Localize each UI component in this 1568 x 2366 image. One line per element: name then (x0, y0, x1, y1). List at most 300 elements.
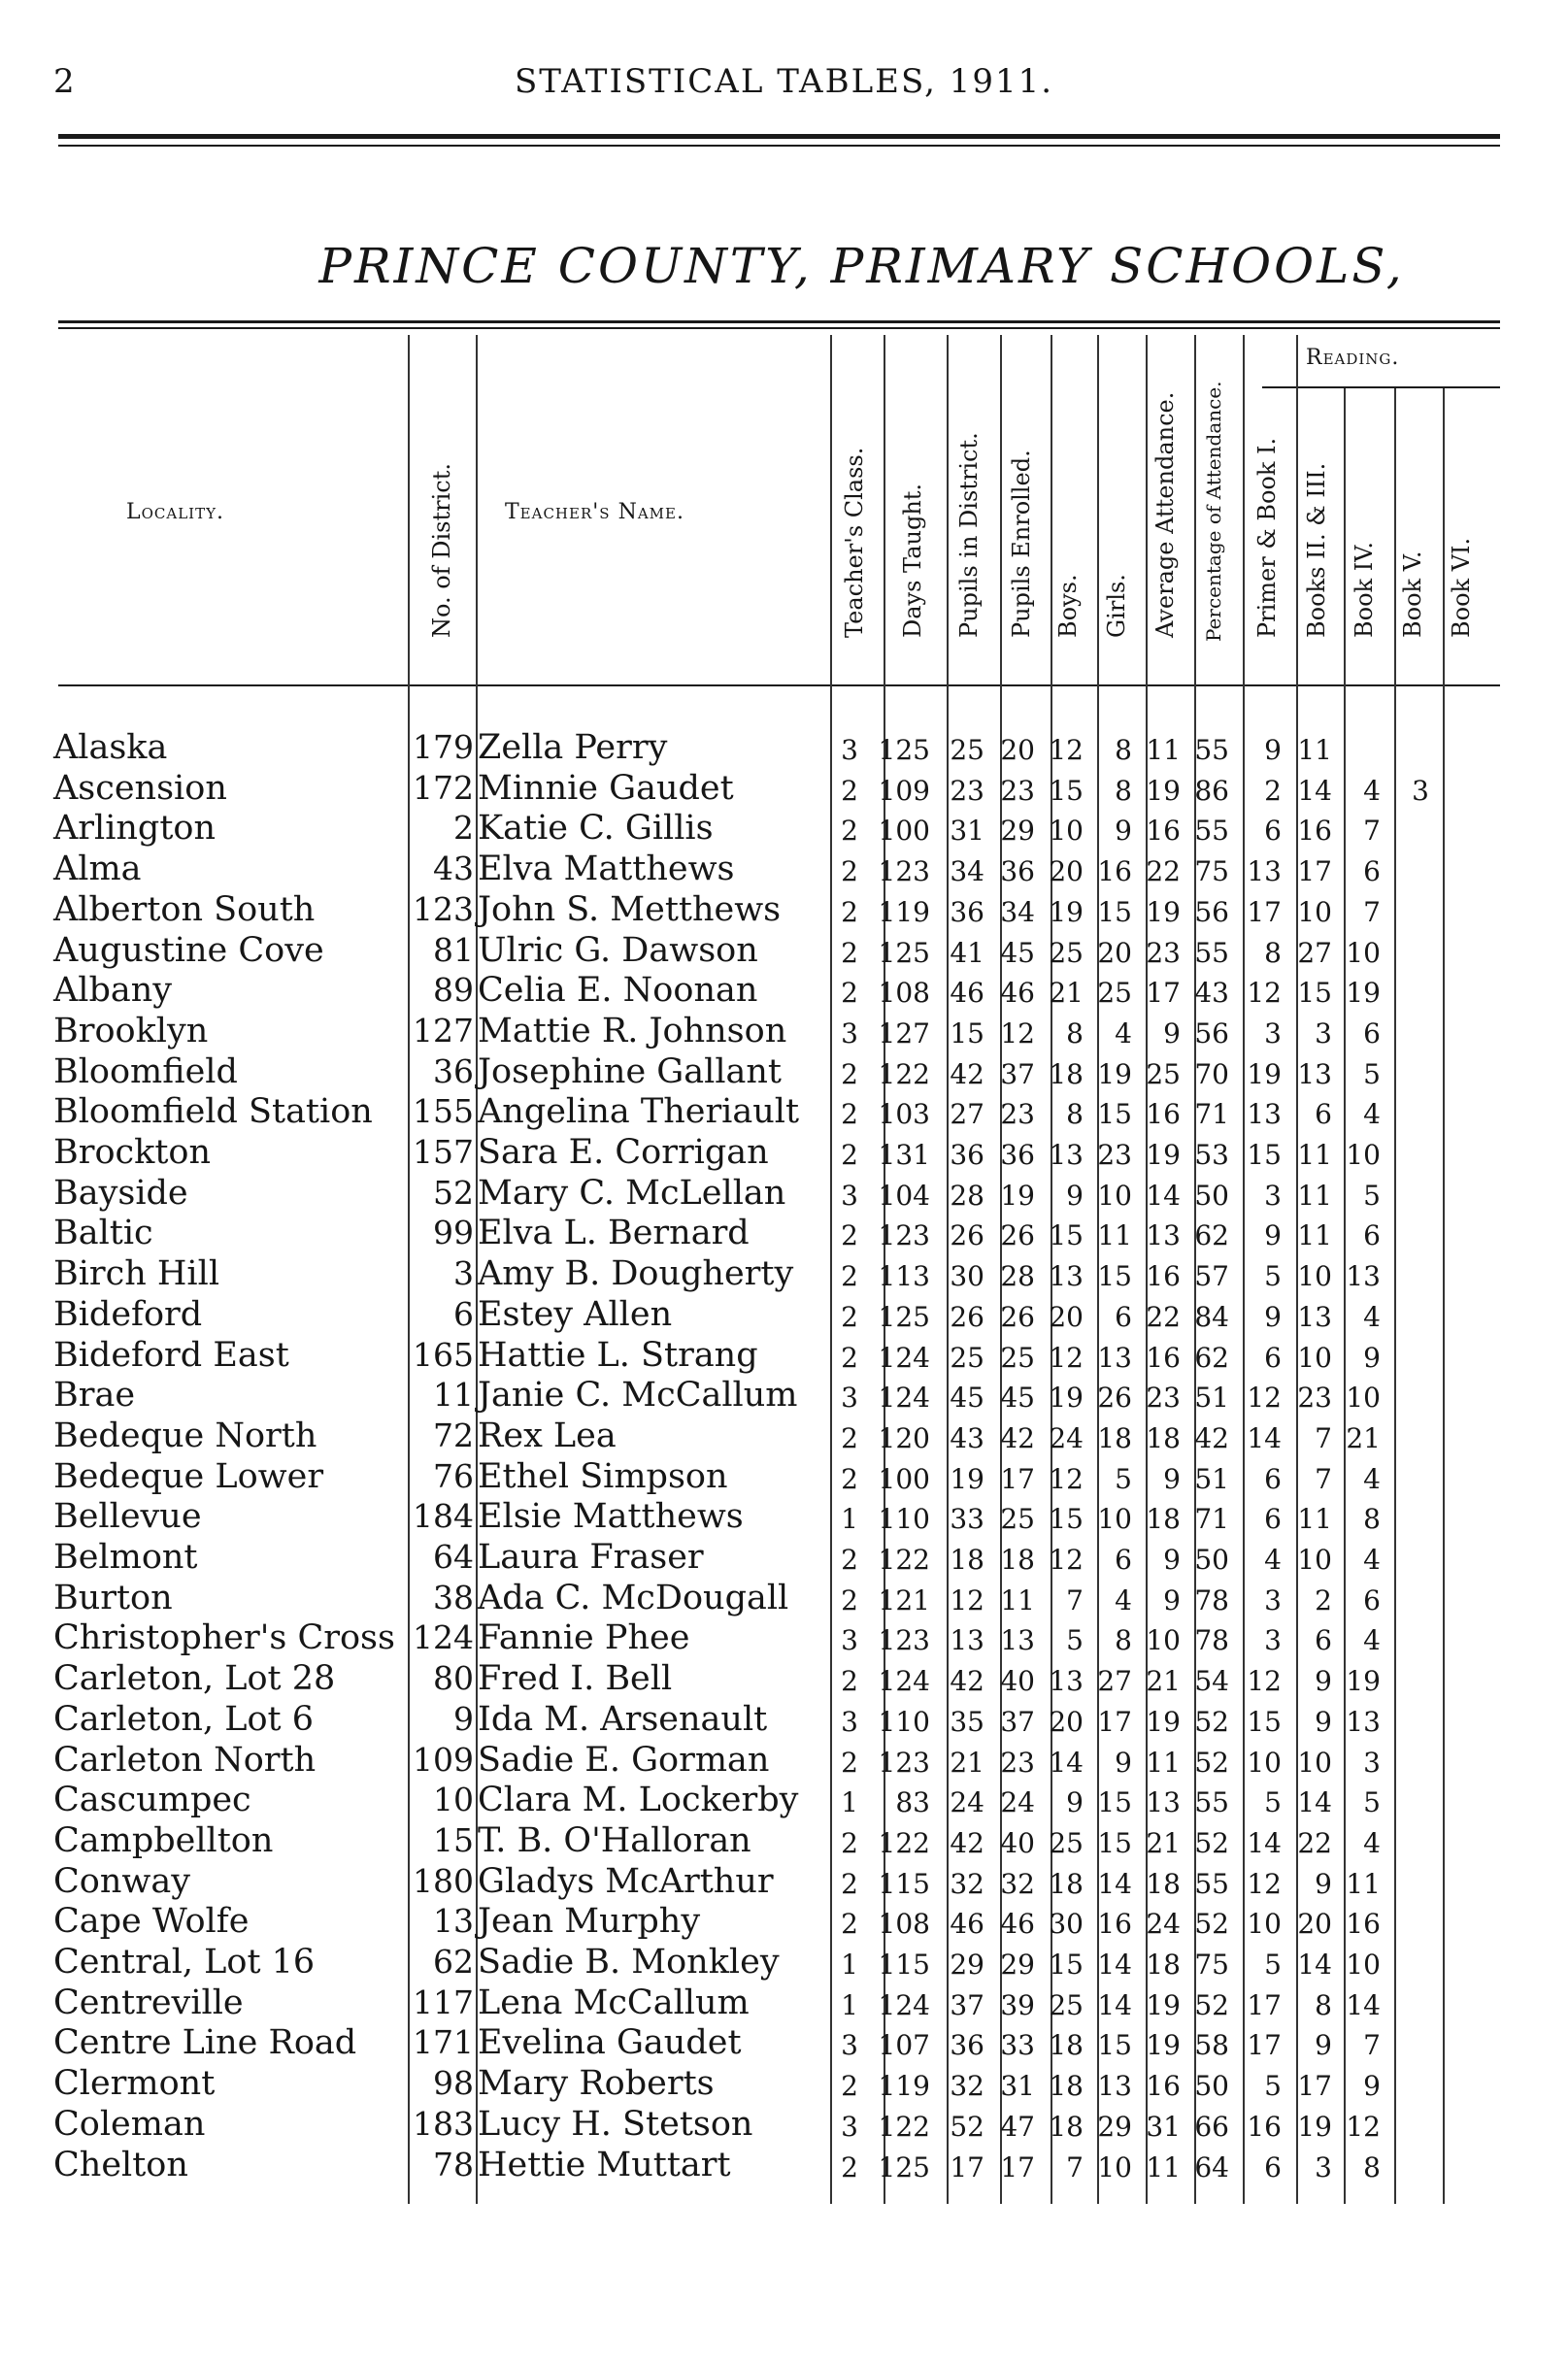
value-cell: 17 (1000, 1462, 1035, 1495)
value-cell: 11 (1097, 1219, 1132, 1252)
locality-cell: Coleman (53, 2104, 206, 2144)
value-cell: 50 (1194, 1544, 1229, 1576)
value-cell: 15 (1049, 774, 1084, 807)
value-cell: 46 (950, 977, 984, 1010)
value-cell: 78 (1194, 1583, 1229, 1616)
value-cell: 11 (1000, 1583, 1035, 1616)
value-cell: 52 (1194, 1908, 1229, 1941)
value-cell: 4 (1363, 1544, 1381, 1576)
teacher-cell: Angelina Theriault (478, 1092, 800, 1132)
value-cell: 10 (1297, 1341, 1332, 1374)
locality-cell: Bellevue (53, 1497, 202, 1537)
district-cell: 157 (413, 1133, 474, 1171)
value-cell: 11 (1297, 1219, 1332, 1252)
table-row (0, 1902, 1568, 1943)
value-cell: 3 (1412, 774, 1429, 807)
value-cell: 52 (1194, 1746, 1229, 1779)
value-cell: 2 (841, 895, 858, 928)
value-cell: 3 (841, 1382, 858, 1415)
value-cell: 13 (1146, 1219, 1181, 1252)
value-cell: 31 (950, 815, 984, 848)
district-cell: 52 (433, 1173, 474, 1212)
value-cell: 32 (950, 1867, 984, 1900)
value-cell: 23 (1097, 1139, 1132, 1171)
value-cell: 29 (1000, 815, 1035, 848)
district-cell: 13 (433, 1902, 474, 1941)
value-cell: 110 (878, 1705, 930, 1738)
value-cell: 17 (1247, 895, 1282, 928)
value-cell: 10 (1297, 1260, 1332, 1293)
teacher-cell: Jean Murphy (478, 1902, 701, 1942)
value-cell: 4 (1115, 1016, 1132, 1050)
teacher-cell: Ulric G. Dawson (478, 930, 758, 970)
table-row (0, 1579, 1568, 1619)
value-cell: 20 (1297, 1908, 1332, 1941)
value-cell: 39 (1000, 1988, 1035, 2021)
teacher-cell: Clara M. Lockerby (478, 1781, 799, 1820)
value-cell: 113 (878, 1260, 930, 1293)
value-cell: 8 (1363, 2150, 1381, 2183)
teacher-cell: Katie C. Gillis (478, 809, 714, 849)
value-cell: 123 (878, 1746, 930, 1779)
district-cell: 80 (433, 1659, 474, 1698)
value-cell: 27 (1297, 936, 1332, 969)
table-row (0, 1821, 1568, 1862)
value-cell: 11 (1297, 1179, 1332, 1212)
value-cell: 100 (878, 1462, 930, 1495)
district-cell: 172 (413, 768, 474, 807)
locality-cell: Carleton, Lot 6 (53, 1699, 314, 1739)
value-cell: 56 (1194, 895, 1229, 928)
value-cell: 7 (1363, 2029, 1381, 2062)
table-row (0, 728, 1568, 769)
value-cell: 127 (878, 1016, 930, 1050)
value-cell: 9 (1315, 1867, 1332, 1900)
value-cell: 15 (1097, 1260, 1132, 1293)
value-cell: 24 (1000, 1786, 1035, 1819)
header-book4 (1340, 345, 1388, 665)
value-cell: 9 (1163, 1583, 1181, 1616)
value-cell: 17 (1247, 1988, 1282, 2021)
value-cell: 122 (878, 1544, 930, 1576)
table-row (0, 2146, 1568, 2186)
value-cell: 24 (1049, 1421, 1084, 1454)
value-cell: 19 (1146, 895, 1181, 928)
locality-cell: Arlington (53, 809, 217, 849)
value-cell: 14 (1297, 1949, 1332, 1981)
table-row (0, 1376, 1568, 1416)
value-cell: 29 (950, 1949, 984, 1981)
value-cell: 12 (1247, 977, 1282, 1010)
value-cell: 3 (1315, 1016, 1332, 1050)
value-cell: 4 (1363, 1462, 1381, 1495)
value-cell: 9 (1363, 1341, 1381, 1374)
value-cell: 24 (1146, 1908, 1181, 1941)
value-cell: 35 (950, 1705, 984, 1738)
value-cell: 14 (1146, 1179, 1181, 1212)
value-cell: 18 (1049, 2029, 1084, 2062)
value-cell: 3 (841, 1624, 858, 1657)
table-row (0, 1943, 1568, 1983)
value-cell: 10 (1097, 1179, 1132, 1212)
value-cell: 13 (1146, 1786, 1181, 1819)
value-cell: 16 (1297, 815, 1332, 848)
district-cell: 124 (413, 1618, 474, 1657)
district-cell: 179 (413, 728, 474, 766)
value-cell: 13 (1097, 2070, 1132, 2103)
value-cell: 12 (1247, 1382, 1282, 1415)
header-district (417, 345, 466, 665)
value-cell: 9 (1115, 1746, 1132, 1779)
value-cell: 2 (841, 1139, 858, 1171)
header-label: Book VI. (1448, 537, 1475, 638)
value-cell: 2 (841, 1098, 858, 1131)
value-cell: 19 (1146, 1988, 1181, 2021)
value-cell: 28 (950, 1179, 984, 1212)
value-cell: 46 (1000, 977, 1035, 1010)
value-cell: 10 (1346, 1382, 1381, 1415)
locality-cell: Bedeque Lower (53, 1456, 324, 1496)
value-cell: 31 (1146, 2110, 1181, 2143)
value-cell: 15 (1049, 1949, 1084, 1981)
value-cell: 32 (950, 2070, 984, 2103)
value-cell: 23 (1000, 774, 1035, 807)
value-cell: 2 (841, 1341, 858, 1374)
value-cell: 36 (950, 2029, 984, 2062)
table-title: PRINCE COUNTY, PRIMARY SCHOOLS, (318, 238, 1405, 294)
value-cell: 9 (1163, 1016, 1181, 1050)
locality-cell: Brooklyn (53, 1011, 209, 1050)
value-cell: 18 (950, 1544, 984, 1576)
value-cell: 19 (1247, 1057, 1282, 1090)
teacher-cell: Zella Perry (478, 728, 668, 767)
value-cell: 2 (841, 1583, 858, 1616)
value-cell: 10 (1247, 1908, 1282, 1941)
value-cell: 2 (841, 1867, 858, 1900)
table-row (0, 1254, 1568, 1295)
value-cell: 15 (950, 1016, 984, 1050)
value-cell: 16 (1097, 1908, 1132, 1941)
value-cell: 4 (1264, 1544, 1282, 1576)
value-cell: 110 (878, 1503, 930, 1536)
value-cell: 15 (1247, 1705, 1282, 1738)
locality-cell: Clermont (53, 2064, 216, 2104)
value-cell: 43 (1194, 977, 1229, 1010)
value-cell: 9 (1264, 1219, 1282, 1252)
district-cell: 81 (433, 930, 474, 969)
value-cell: 15 (1297, 977, 1332, 1010)
value-cell: 11 (1297, 1139, 1332, 1171)
value-cell: 27 (1097, 1665, 1132, 1698)
locality-cell: Cape Wolfe (53, 1902, 250, 1942)
value-cell: 3 (841, 734, 858, 766)
value-cell: 78 (1194, 1624, 1229, 1657)
value-cell: 115 (878, 1949, 930, 1981)
locality-cell: Baltic (53, 1214, 153, 1253)
value-cell: 15 (1097, 2029, 1132, 2062)
value-cell: 124 (878, 1665, 930, 1698)
header-boys (1044, 345, 1092, 665)
value-cell: 124 (878, 1382, 930, 1415)
value-cell: 11 (1297, 1503, 1332, 1536)
district-cell: 3 (453, 1254, 474, 1293)
value-cell: 22 (1297, 1826, 1332, 1859)
value-cell: 13 (1247, 1098, 1282, 1131)
value-cell: 4 (1363, 1826, 1381, 1859)
header-avg-attendance (1141, 345, 1189, 665)
value-cell: 55 (1194, 936, 1229, 969)
table-row (0, 1012, 1568, 1052)
teacher-cell: Lucy H. Stetson (478, 2104, 753, 2144)
value-cell: 2 (841, 815, 858, 848)
teacher-cell: Josephine Gallant (478, 1051, 782, 1091)
district-cell: 89 (433, 971, 474, 1010)
value-cell: 10 (1097, 1503, 1132, 1536)
value-cell: 13 (1000, 1624, 1035, 1657)
value-cell: 4 (1363, 1624, 1381, 1657)
table-row (0, 1416, 1568, 1457)
value-cell: 5 (1363, 1179, 1381, 1212)
value-cell: 19 (1346, 1665, 1381, 1698)
page-number: 2 (53, 62, 75, 101)
value-cell: 4 (1363, 1300, 1381, 1333)
header-bottom-rule (58, 684, 1500, 686)
value-cell: 20 (1049, 1705, 1084, 1738)
header-class (830, 345, 879, 665)
district-cell: 11 (433, 1376, 474, 1415)
value-cell: 30 (950, 1260, 984, 1293)
value-cell: 20 (1049, 1300, 1084, 1333)
value-cell: 29 (1097, 2110, 1132, 2143)
value-cell: 121 (878, 1583, 930, 1616)
value-cell: 6 (1264, 1503, 1282, 1536)
value-cell: 42 (1000, 1421, 1035, 1454)
value-cell: 6 (1315, 1624, 1332, 1657)
table-row (0, 1781, 1568, 1821)
header-label: No. of District. (428, 463, 455, 638)
locality-cell: Alma (53, 850, 142, 889)
district-cell: 155 (413, 1092, 474, 1131)
district-cell: 15 (433, 1820, 474, 1859)
value-cell: 16 (1146, 1260, 1181, 1293)
value-cell: 9 (1066, 1179, 1084, 1212)
value-cell: 70 (1194, 1057, 1229, 1090)
value-cell: 10 (1049, 815, 1084, 848)
value-cell: 26 (950, 1300, 984, 1333)
value-cell: 7 (1066, 2150, 1084, 2183)
locality-cell: Christopher's Cross (53, 1618, 395, 1658)
value-cell: 14 (1247, 1421, 1282, 1454)
value-cell: 2 (841, 774, 858, 807)
teacher-cell: Fannie Phee (478, 1618, 690, 1658)
value-cell: 5 (1264, 1260, 1282, 1293)
value-cell: 2 (841, 1421, 858, 1454)
value-cell: 2 (841, 1544, 858, 1576)
value-cell: 10 (1346, 936, 1381, 969)
value-cell: 55 (1194, 734, 1229, 766)
value-cell: 103 (878, 1098, 930, 1131)
value-cell: 45 (950, 1382, 984, 1415)
locality-cell: Bideford (53, 1294, 203, 1334)
value-cell: 7 (1315, 1421, 1332, 1454)
value-cell: 14 (1097, 1988, 1132, 2021)
value-cell: 20 (1049, 855, 1084, 888)
value-cell: 31 (1000, 2070, 1035, 2103)
locality-cell: Brockton (53, 1133, 212, 1172)
value-cell: 10 (1097, 2150, 1132, 2183)
value-cell: 9 (1066, 1786, 1084, 1819)
value-cell: 122 (878, 1826, 930, 1859)
table-row (0, 1700, 1568, 1741)
locality-cell: Bloomfield (53, 1051, 238, 1091)
teacher-cell: Mattie R. Johnson (478, 1011, 787, 1050)
value-cell: 64 (1194, 2150, 1229, 2183)
value-cell: 45 (1000, 936, 1035, 969)
header-reading: Reading. (1306, 346, 1400, 370)
table-row (0, 1336, 1568, 1377)
value-cell: 19 (1146, 2029, 1181, 2062)
value-cell: 50 (1194, 1179, 1229, 1212)
value-cell: 18 (1049, 2110, 1084, 2143)
value-cell: 47 (1000, 2110, 1035, 2143)
locality-cell: Alberton South (53, 889, 316, 929)
value-cell: 45 (1000, 1382, 1035, 1415)
district-cell: 36 (433, 1051, 474, 1090)
teacher-cell: Sadie B. Monkley (478, 1943, 780, 1982)
value-cell: 18 (1049, 1057, 1084, 1090)
value-cell: 55 (1194, 1786, 1229, 1819)
header-label: Days Taught. (899, 483, 926, 638)
value-cell: 37 (1000, 1057, 1035, 1090)
value-cell: 8 (1363, 1503, 1381, 1536)
value-cell: 5 (1066, 1624, 1084, 1657)
value-cell: 42 (950, 1057, 984, 1090)
value-cell: 2 (841, 1462, 858, 1495)
value-cell: 10 (1297, 1544, 1332, 1576)
value-cell: 25 (1049, 936, 1084, 969)
value-cell: 36 (950, 1139, 984, 1171)
value-cell: 2 (841, 2070, 858, 2103)
value-cell: 21 (1049, 977, 1084, 1010)
value-cell: 6 (1315, 1098, 1332, 1131)
value-cell: 6 (1363, 855, 1381, 888)
locality-cell: Conway (53, 1861, 190, 1901)
teacher-cell: Elva L. Bernard (478, 1214, 750, 1253)
value-cell: 25 (950, 734, 984, 766)
value-cell: 14 (1247, 1826, 1282, 1859)
value-cell: 131 (878, 1139, 930, 1171)
value-cell: 12 (1049, 1544, 1084, 1576)
district-cell: 38 (433, 1578, 474, 1616)
locality-cell: Belmont (53, 1538, 198, 1577)
value-cell: 122 (878, 1057, 930, 1090)
value-cell: 25 (950, 1341, 984, 1374)
value-cell: 123 (878, 855, 930, 888)
value-cell: 40 (1000, 1826, 1035, 1859)
locality-cell: Burton (53, 1578, 173, 1617)
value-cell: 122 (878, 2110, 930, 2143)
value-cell: 52 (1194, 1988, 1229, 2021)
value-cell: 17 (950, 2150, 984, 2183)
district-cell: 9 (453, 1699, 474, 1738)
value-cell: 23 (1297, 1382, 1332, 1415)
value-cell: 6 (1264, 2150, 1282, 2183)
value-cell: 12 (1247, 1665, 1282, 1698)
value-cell: 18 (1146, 1503, 1181, 1536)
value-cell: 83 (895, 1786, 930, 1819)
value-cell: 12 (1247, 1867, 1282, 1900)
value-cell: 84 (1194, 1300, 1229, 1333)
teacher-cell: John S. Metthews (478, 889, 782, 929)
value-cell: 3 (1264, 1624, 1282, 1657)
value-cell: 19 (1297, 2110, 1332, 2143)
table-row (0, 2064, 1568, 2105)
header-teacher: Teacher's Name. (505, 500, 684, 524)
value-cell: 2 (841, 1826, 858, 1859)
value-cell: 119 (878, 895, 930, 928)
value-cell: 2 (841, 1260, 858, 1293)
teacher-cell: T. B. O'Halloran (478, 1820, 751, 1860)
value-cell: 71 (1194, 1098, 1229, 1131)
locality-cell: Carleton North (53, 1740, 317, 1780)
value-cell: 9 (1315, 2029, 1332, 2062)
teacher-cell: Estey Allen (478, 1294, 673, 1334)
locality-cell: Central, Lot 16 (53, 1943, 316, 1982)
value-cell: 58 (1194, 2029, 1229, 2062)
value-cell: 2 (841, 2150, 858, 2183)
table-row (0, 1659, 1568, 1700)
value-cell: 6 (1115, 1300, 1132, 1333)
district-cell: 62 (433, 1943, 474, 1981)
header-label: Boys. (1054, 574, 1082, 638)
value-cell: 56 (1194, 1016, 1229, 1050)
value-cell: 12 (1049, 734, 1084, 766)
value-cell: 104 (878, 1179, 930, 1212)
value-cell: 23 (1000, 1098, 1035, 1131)
value-cell: 75 (1194, 1949, 1229, 1981)
value-cell: 75 (1194, 855, 1229, 888)
value-cell: 12 (950, 1583, 984, 1616)
table-top-rule-2 (58, 327, 1500, 329)
value-cell: 42 (1194, 1421, 1229, 1454)
teacher-cell: Laura Fraser (478, 1538, 704, 1577)
header-girls (1092, 345, 1141, 665)
teacher-cell: Amy B. Dougherty (478, 1254, 794, 1294)
teacher-cell: Ada C. McDougall (478, 1578, 789, 1617)
value-cell: 9 (1163, 1462, 1181, 1495)
value-cell: 46 (1000, 1908, 1035, 1941)
value-cell: 6 (1115, 1544, 1132, 1576)
value-cell: 12 (1049, 1462, 1084, 1495)
teacher-cell: Rex Lea (478, 1416, 617, 1455)
value-cell: 2 (841, 1665, 858, 1698)
value-cell: 16 (1247, 2110, 1282, 2143)
value-cell: 55 (1194, 1867, 1229, 1900)
value-cell: 15 (1247, 1139, 1282, 1171)
value-cell: 9 (1264, 1300, 1282, 1333)
header-days (888, 345, 937, 665)
value-cell: 25 (1000, 1341, 1035, 1374)
teacher-cell: Hattie L. Strang (478, 1335, 758, 1375)
value-cell: 71 (1194, 1503, 1229, 1536)
table-row (0, 1052, 1568, 1093)
teacher-cell: Gladys McArthur (478, 1861, 774, 1901)
value-cell: 2 (1264, 774, 1282, 807)
header-label: Average Attendance. (1151, 391, 1179, 638)
value-cell: 2 (841, 977, 858, 1010)
value-cell: 6 (1363, 1016, 1381, 1050)
header-label: Teacher's Class. (841, 447, 868, 638)
